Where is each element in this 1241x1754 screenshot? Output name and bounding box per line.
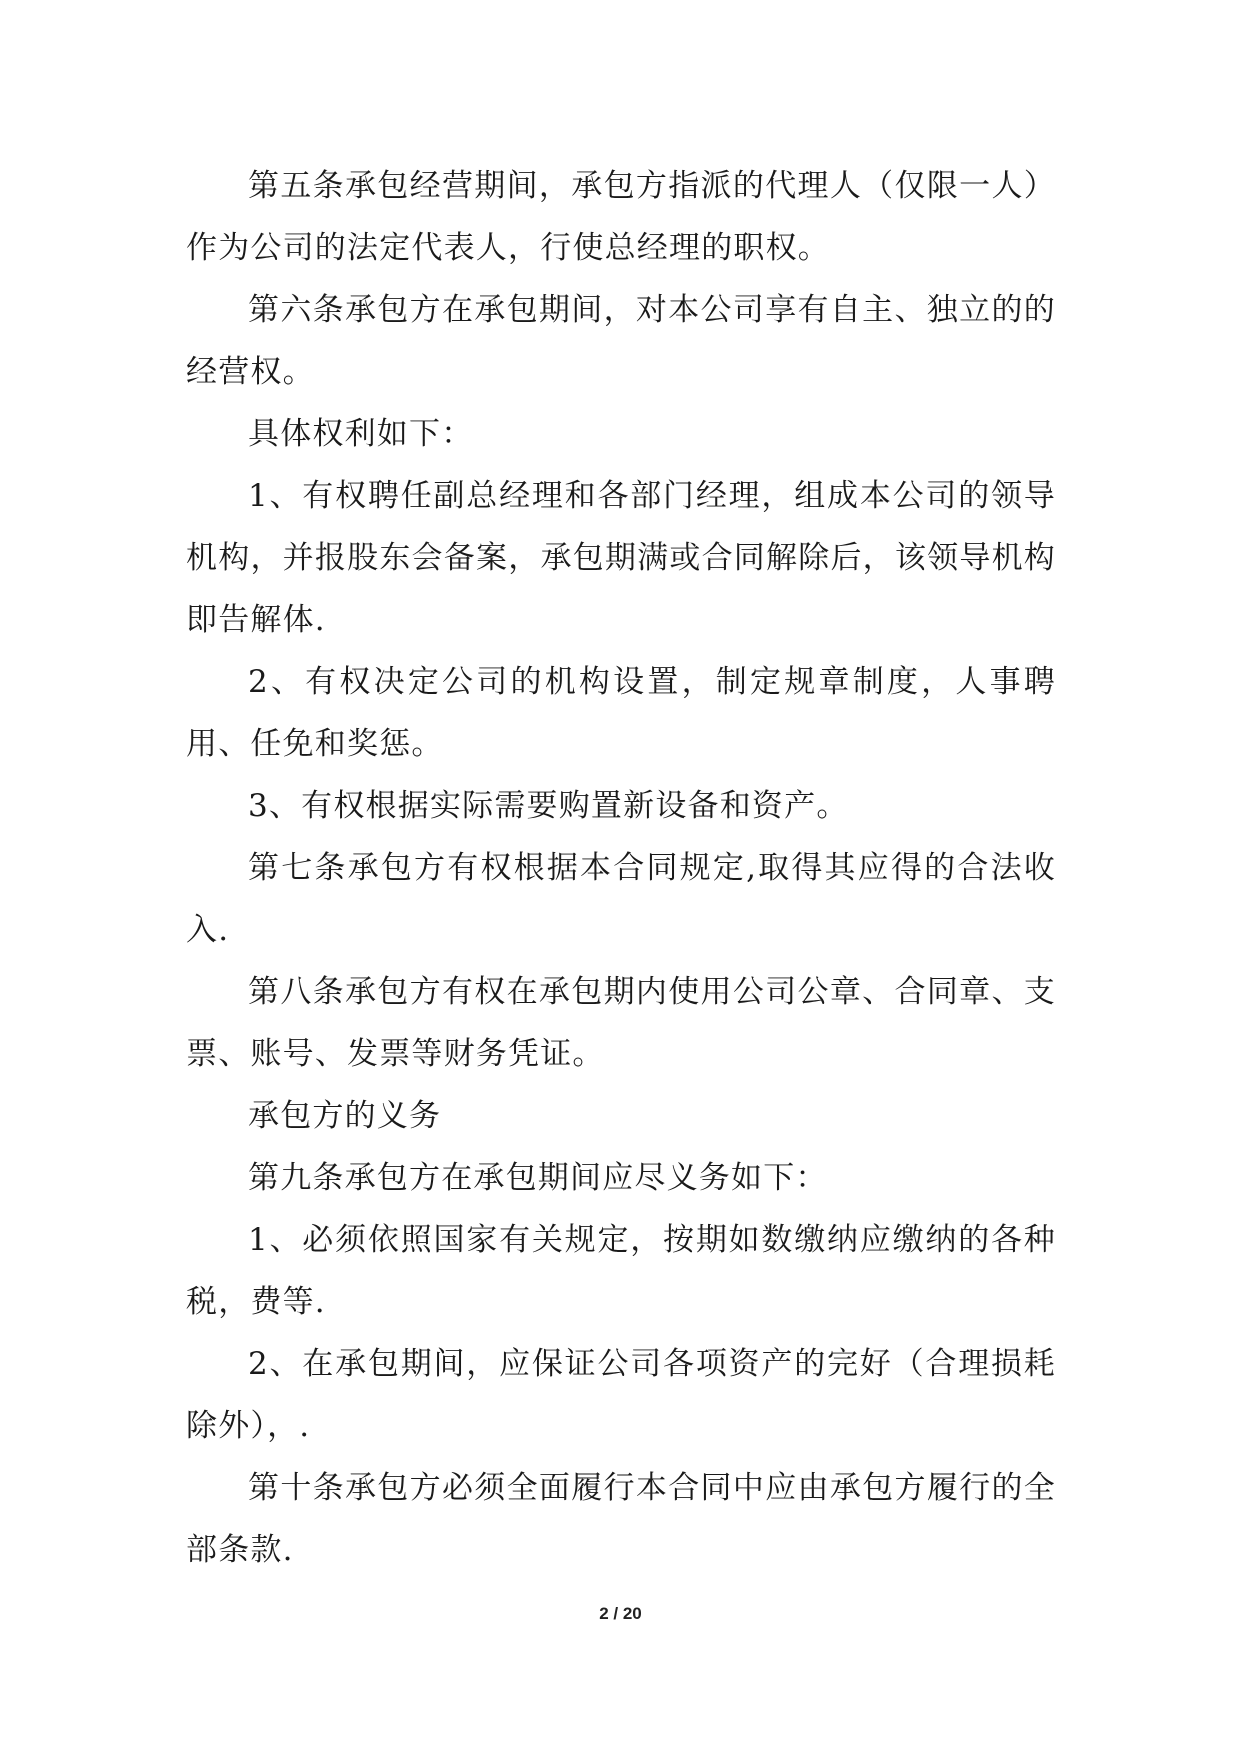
body-text — [186, 155, 1056, 1581]
paragraph-article-5: 第五条承包经营期间，承包方指派的代理人（仅限一人）作为公司的法定代表人，行使总经理的职权。 — [186, 168, 1056, 266]
paragraph-article-7: 第七条承包方有权根据本合同规定,取得其应得的合法收入. — [186, 850, 1056, 948]
paragraph-rights-intro: 具体权利如下： — [248, 416, 474, 452]
paragraph-right-2: 2、有权决定公司的机构设置，制定规章制度，人事聘用、任免和奖惩。 — [186, 664, 1056, 762]
paragraph-article-10: 第十条承包方必须全面履行本合同中应由承包方履行的全部条款. — [186, 1470, 1056, 1568]
paragraph-article-9: 第九条承包方在承包期间应尽义务如下： — [248, 1160, 828, 1196]
paragraph-obligation-1: 1、必须依照国家有关规定，按期如数缴纳应缴纳的各种税，费等. — [186, 1222, 1056, 1320]
paragraph-article-6: 第六条承包方在承包期间，对本公司享有自主、独立的的经营权。 — [186, 292, 1056, 390]
paragraph-right-3: 3、有权根据实际需要购置新设备和资产。 — [248, 788, 849, 824]
page-number: 2 / 20 — [599, 1604, 642, 1623]
section-heading-obligations: 承包方的义务 — [248, 1098, 442, 1134]
paragraph-article-8: 第八条承包方有权在承包期内使用公司公章、合同章、支票、账号、发票等财务凭证。 — [186, 974, 1056, 1072]
paragraph-obligation-2: 2、在承包期间，应保证公司各项资产的完好（合理损耗除外），. — [186, 1346, 1056, 1444]
paragraph-right-1: 1、有权聘任副总经理和各部门经理，组成本公司的领导机构，并报股东会备案，承包期满或合同解除后，该领导机构即告解体. — [186, 478, 1056, 638]
